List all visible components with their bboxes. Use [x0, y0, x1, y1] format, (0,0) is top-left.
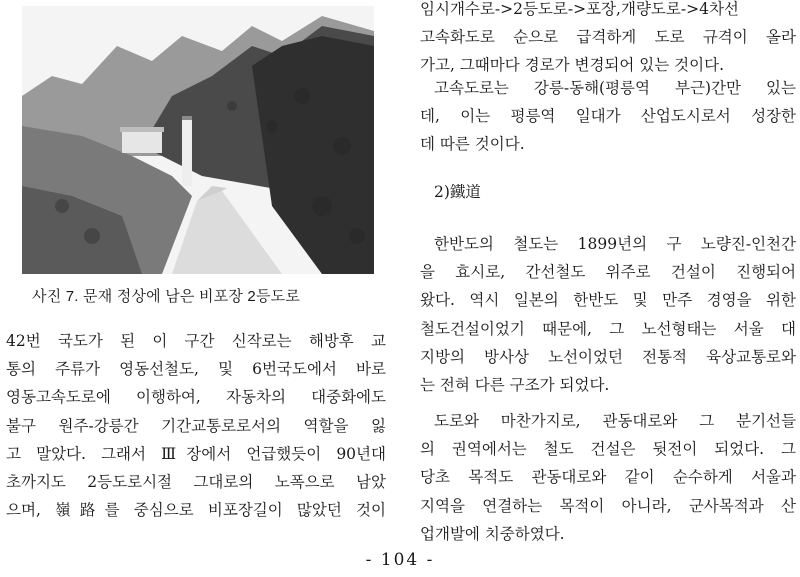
text-line: 42번 국도가 된 이 구간 신작로는 해방후 교 — [6, 332, 386, 350]
photo-caption: 사진 7. 문재 정상에 남은 비포장 2등도로 — [32, 288, 301, 305]
text-line: 한반도의 철도는 1899년의 구 노량진-인천간 — [434, 235, 796, 253]
text-line: 불구 원주-강릉간 기간교통로로서의 역할을 잃 — [6, 416, 386, 435]
text-line: 고 말았다. 그래서 Ⅲ장에서 언급했듯이 90년대 — [6, 444, 386, 463]
text-line: 철도건설이었기 때문에, 그 노선형태는 서울 대 — [420, 319, 796, 338]
page-number: - 104 - — [365, 550, 435, 570]
text-line: 지역을 연결하는 목적이 아니라, 군사목적과 산 — [420, 496, 796, 515]
text-line: 영동고속도로에 이행하여, 자동차의 대중화에도 — [6, 388, 386, 407]
text-line: 초까지도 2등도로시절 그대로의 노폭으로 남았 — [6, 473, 386, 492]
text-line: 데, 이는 평릉역 일대가 산업도시로서 성장한 — [420, 107, 796, 126]
right-paragraph-2 — [420, 74, 796, 159]
text-line: 왔다. 역시 일본의 한반도 및 만주 경영을 위한 — [420, 291, 796, 310]
text-line: 가고, 그때마다 경로가 변경되어 있는 것이다. — [420, 56, 725, 75]
text-line: 도로와 마찬가지로, 관동대로와 그 분기선들 — [434, 412, 796, 430]
text-line: 지방의 방사상 노선이었던 전통적 육상교통로와 — [420, 347, 796, 366]
text-line: 을 효시로, 간선철도 위주로 건설이 진행되어 — [420, 263, 796, 282]
right-paragraph-4 — [420, 407, 796, 548]
text-line: 데 따른 것이다. — [420, 135, 525, 154]
text-line: 당초 목적도 관동대로와 같이 순수하게 서울과 — [420, 468, 796, 487]
text-line: 는 전혀 다른 구조가 되었다. — [420, 376, 610, 395]
road-photograph — [22, 6, 374, 274]
right-paragraph-1 — [420, 0, 796, 80]
text-line: 통의 주류가 영동선철도, 및 6번국도에서 바로 — [6, 360, 386, 379]
text-line: 고속도로는 강릉-동해(평릉역 부근)간만 있는 — [434, 79, 796, 97]
left-column-paragraph — [6, 327, 386, 524]
text-line: 업개발에 치중하였다. — [420, 524, 565, 543]
text-line: 고속화도로 순으로 급격하게 도로 규격이 올라 — [420, 28, 796, 47]
text-line: 으며, 嶺路를 중심으로 비포장길이 많았던 것이 — [6, 501, 386, 520]
right-paragraph-3 — [420, 230, 796, 399]
text-line: 의 권역에서는 철도 건설은 뒷전이 되었다. 그 — [420, 440, 796, 459]
section-heading: 2)鐵道 — [434, 183, 481, 201]
text-line: 임시개수로->2등도로->포장,개량도로->4차선 — [420, 0, 739, 18]
photo-image — [22, 6, 374, 274]
